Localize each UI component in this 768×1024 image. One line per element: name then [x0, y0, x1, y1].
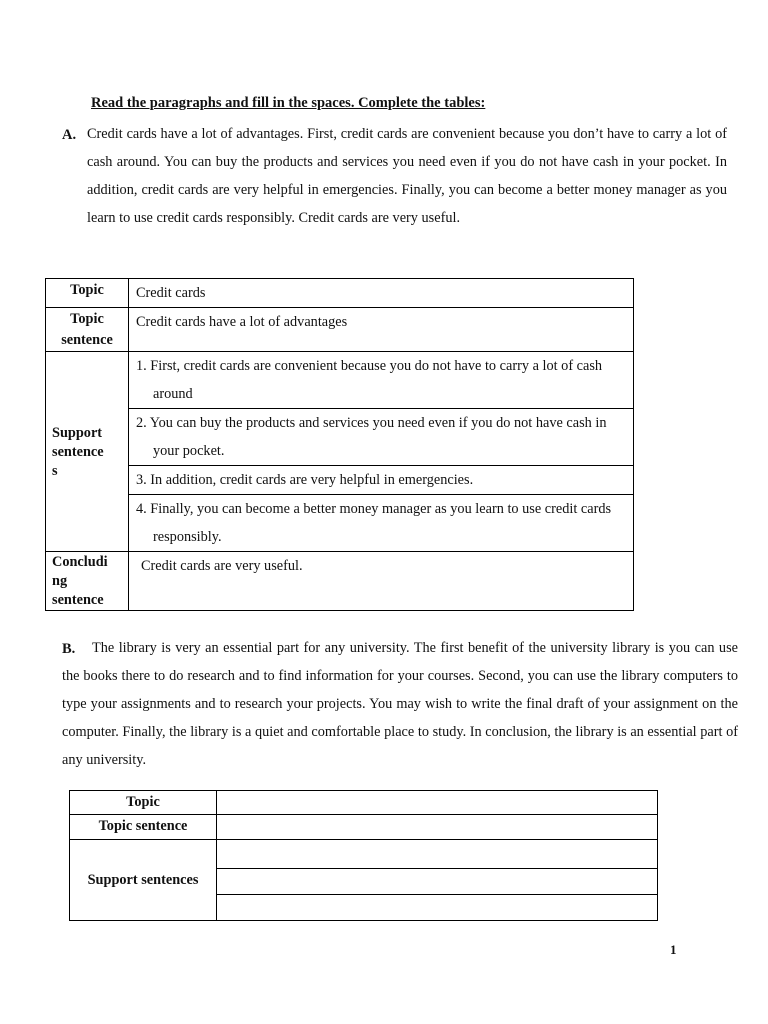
table-a-topic-sentence-label-line2: sentence	[61, 332, 113, 348]
table-a-topic-sentence-label	[46, 308, 129, 352]
section-a-letter: A.	[62, 127, 77, 143]
table-b-topic-sentence-label: Topic sentence	[70, 815, 217, 840]
table-b-row-topic	[70, 791, 658, 815]
table-b-topic-blank[interactable]	[217, 791, 658, 815]
table-b-row-topic-sentence	[70, 815, 658, 840]
table-a-topic-sentence-value: Credit cards have a lot of advantages	[129, 308, 634, 352]
table-a-support-label	[46, 352, 129, 552]
instruction-heading: Read the paragraphs and fill in the spaces. Complete the tables:	[91, 95, 486, 111]
table-b-row-support-1	[70, 840, 658, 869]
table-b-support-blank-1[interactable]	[217, 840, 658, 869]
table-a-row-topic	[46, 279, 634, 308]
table-a-row-support-1	[46, 352, 634, 409]
table-b-support-blank-2[interactable]	[217, 869, 658, 895]
section-b-paragraph: The library is very an essential part for any university. The first benefit of the university library is you can use the books there to do research and to find information for your courses. Second, you can use the library computers to type your assignments and to research your projects. You may wish to write the final draft of your assignment on the computer. Finally, the library is a quiet and comfortable place to study. In conclusion, the library is an essential part of any university.	[62, 640, 738, 768]
table-a-support-label-line2: sentence	[52, 443, 104, 460]
table-a-topic-value: Credit cards	[129, 279, 634, 308]
section-a-paragraph: Credit cards have a lot of advantages. First, credit cards are convenient because you don’t have to carry a lot of cash around. You can buy the products and services you need even if you do not have cash in your pocket. In addition, credit cards are very helpful in emergencies. Finally, you can become a better money manager as you learn to use credit cards responsibly. Credit cards are very useful.	[87, 126, 727, 226]
table-a-support-sentence-4: 4. Finally, you can become a better money manager as you learn to use credit cards responsibly.	[129, 495, 634, 552]
table-a-concluding-label-line3: sentence	[52, 592, 104, 608]
table-a-row-concluding	[46, 552, 634, 611]
table-b-support-label: Support sentences	[70, 840, 217, 921]
table-a-support-sentence-2: 2. You can buy the products and services you need even if you do not have cash in your pocket.	[129, 409, 634, 466]
table-a-row-support-2	[46, 409, 634, 466]
table-a-concluding-label-line1: Concludi	[52, 554, 108, 570]
table-a-support-label-line1: Support	[52, 424, 103, 441]
table-a-topic-label: Topic	[46, 279, 129, 308]
table-b-topic-label: Topic	[70, 791, 217, 815]
table-a-concluding-label-line2: ng	[52, 573, 68, 589]
table-b-support-blank-3[interactable]	[217, 895, 658, 921]
table-a-support-sentence-3: 3. In addition, credit cards are very helpful in emergencies.	[129, 466, 634, 495]
table-a-concluding-value: Credit cards are very useful.	[129, 552, 634, 611]
table-a-row-support-3	[46, 466, 634, 495]
table-a-concluding-label	[46, 552, 129, 611]
table-a-row-topic-sentence	[46, 308, 634, 352]
table-a-support-label-line3: s	[52, 462, 58, 479]
table-a-row-support-4	[46, 495, 634, 552]
section-b-letter: B.	[62, 641, 76, 657]
table-b-topic-sentence-blank[interactable]	[217, 815, 658, 840]
table-b	[69, 790, 658, 921]
page-number: 1	[670, 942, 677, 957]
table-a	[45, 278, 634, 611]
table-a-topic-sentence-label-line1: Topic	[70, 311, 104, 327]
table-a-support-sentence-1: 1. First, credit cards are convenient because you do not have to carry a lot of cash around	[129, 352, 634, 409]
